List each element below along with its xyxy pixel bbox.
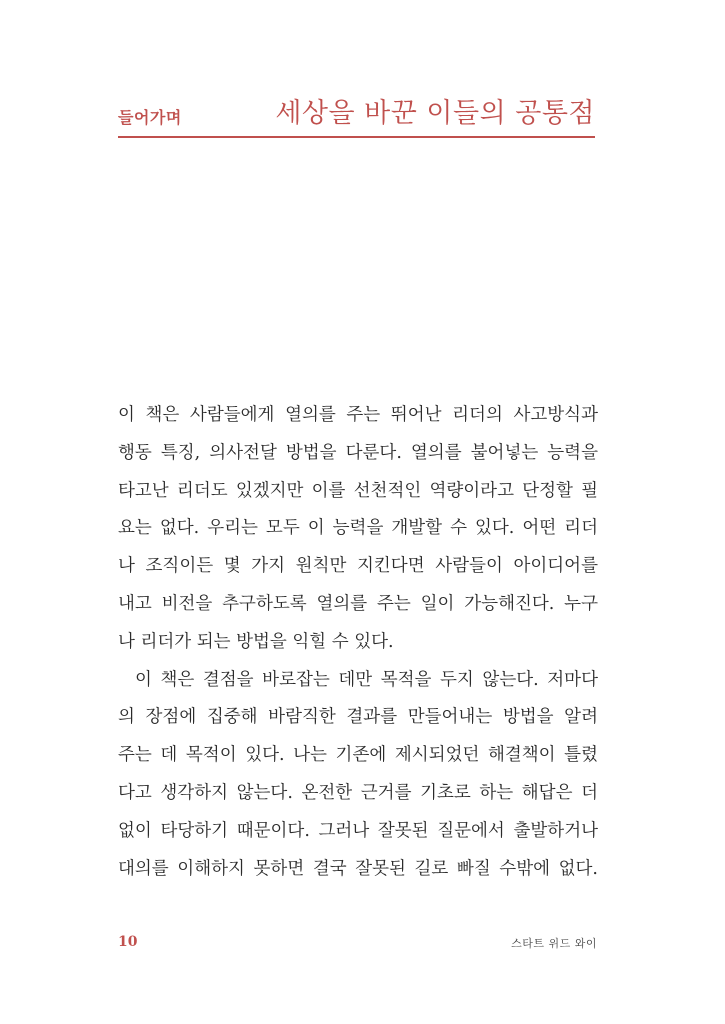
text-line: 내고 비전을 추구하도록 열의를 주는 일이 가능해진다. 누구: [118, 593, 598, 614]
text-line: 나 조직이든 몇 가지 원칙만 지킨다면 사람들이 아이디어를: [118, 556, 598, 577]
section-label: 들어가며: [118, 108, 182, 127]
text-line: 대의를 이해하지 못하면 결국 잘못된 길로 빠질 수밖에 없다.: [118, 858, 598, 879]
text-line: 다고 생각하지 않는다. 온전한 근거를 기초로 하는 해답은 더: [118, 782, 598, 803]
text-line: 없이 타당하기 때문이다. 그러나 잘못된 질문에서 출발하거나: [118, 820, 598, 841]
text-line: 주는 데 목적이 있다. 나는 기존에 제시되었던 해결책이 틀렸: [118, 745, 598, 766]
body-text: [118, 397, 598, 888]
text-line: 의 장점에 집중해 바람직한 결과를 만들어내는 방법을 알려: [118, 707, 598, 728]
text-line: 타고난 리더도 있겠지만 이를 선천적인 역량이라고 단정할 필: [118, 480, 598, 501]
text-line: 이 책은 사람들에게 열의를 주는 뛰어난 리더의 사고방식과: [118, 405, 598, 425]
page-header: [118, 92, 595, 138]
text-line: 요는 없다. 우리는 모두 이 능력을 개발할 수 있다. 어떤 리더: [118, 518, 598, 539]
running-book-title: 스타트 위드 와이: [511, 937, 597, 950]
page-number: 10: [118, 934, 138, 950]
paragraph-2: [118, 662, 598, 889]
chapter-title: 세상을 바꾼 이들의 공통점: [275, 98, 595, 129]
text-line: 나 리더가 되는 방법을 익힐 수 있다.: [118, 631, 394, 652]
text-line: 이 책은 결점을 바로잡는 데만 목적을 두지 않는다. 저마다: [135, 669, 598, 690]
paragraph-1: [118, 397, 598, 662]
text-line: 행동 특징, 의사전달 방법을 다룬다. 열의를 불어넣는 능력을: [118, 442, 598, 463]
